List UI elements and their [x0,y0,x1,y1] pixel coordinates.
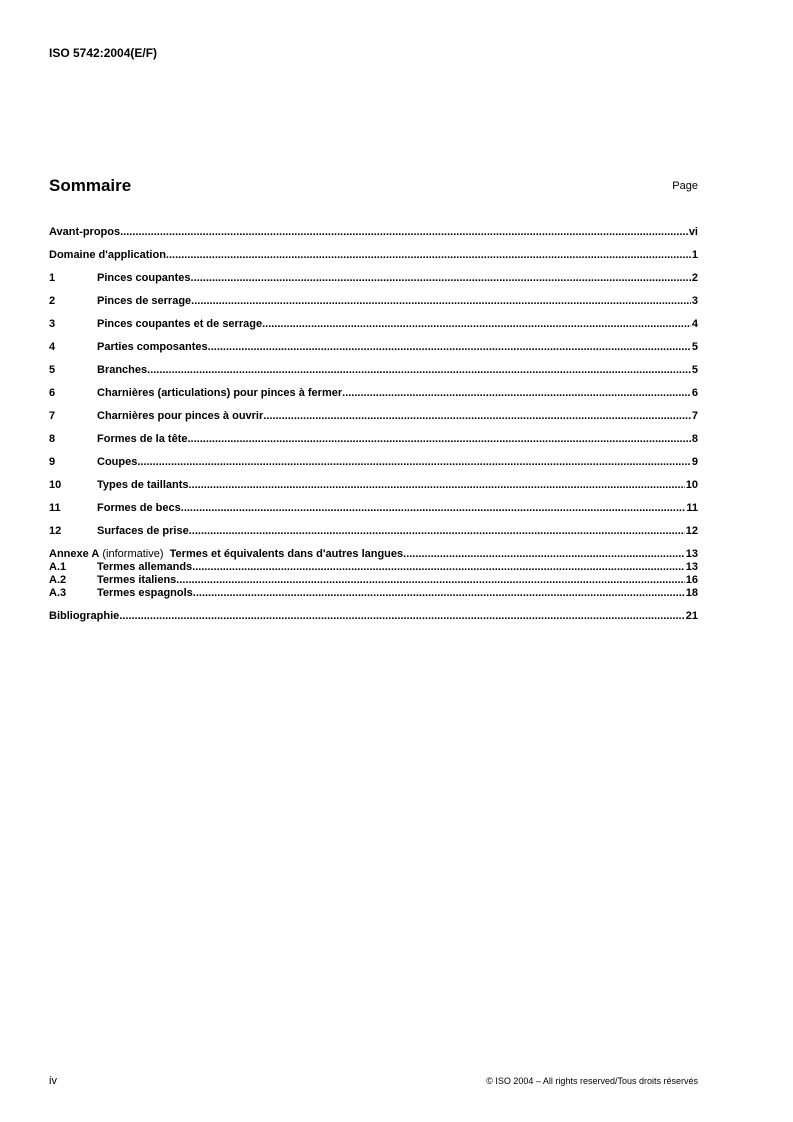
toc-entry-label: Domaine d'application [49,249,166,261]
table-of-contents [49,226,698,623]
toc-entry-label: Types de taillants [97,479,189,491]
toc-entry-number: A.2 [49,574,67,586]
toc-entry-page: 11 [686,502,698,514]
toc-entry-1[interactable] [49,272,698,285]
toc-entry-page: 8 [691,433,698,445]
toc-entry-number: 1 [49,272,56,284]
toc-entry-label: Avant-propos [49,226,121,238]
toc-entry-foreword[interactable] [49,226,698,239]
toc-entry-label: Charnières (articulations) pour pinces à fermer [97,387,343,399]
toc-entry-label: Termes espagnols [97,587,193,599]
toc-entry-number: 5 [49,364,56,376]
document-code: ISO 5742:2004(E/F) [49,46,158,60]
toc-entry-9[interactable] [49,456,698,469]
toc-entry-number: 6 [49,387,56,399]
toc-entry-label: Termes allemands [97,561,193,573]
toc-entry-3[interactable] [49,318,698,331]
dot-leader [187,433,690,446]
dot-leader [147,364,691,377]
dot-leader [120,226,688,239]
dot-leader [137,456,691,469]
toc-entry-page: 1 [691,249,698,261]
toc-entry-label: Formes de becs [97,502,181,514]
toc-entry-page: 13 [685,548,698,560]
toc-entry-page: vi [688,226,698,238]
toc-entry-page: 21 [685,610,698,622]
dot-leader [342,387,691,400]
toc-entry-number: 3 [49,318,56,330]
toc-entry-a1[interactable] [49,561,698,574]
dot-leader [166,249,691,262]
toc-entry-page: 18 [685,587,698,599]
toc-entry-label: Formes de la tête [97,433,188,445]
toc-entry-label: Parties composantes [97,341,208,353]
toc-entry-label: Bibliographie [49,610,120,622]
toc-annex-label [49,548,403,561]
toc-entry-label: Pinces coupantes et de serrage [97,318,263,330]
toc-entry-page: 2 [691,272,698,284]
dot-leader [119,610,684,623]
toc-entry-annex-a[interactable] [49,548,698,561]
dot-leader [192,561,685,574]
toc-entry-12[interactable] [49,525,698,538]
toc-entry-page: 13 [685,561,698,573]
toc-entry-number: 9 [49,456,56,468]
toc-entry-number: 7 [49,410,56,422]
toc-entry-7[interactable] [49,410,698,423]
toc-entry-number: A.3 [49,587,67,599]
toc-entry-label: Coupes [97,456,138,468]
toc-entry-8[interactable] [49,433,698,446]
toc-entry-number: 8 [49,433,56,445]
dot-leader [191,272,691,285]
toc-entry-5[interactable] [49,364,698,377]
toc-entry-page: 3 [691,295,698,307]
toc-entry-number: A.1 [49,561,67,573]
toc-entry-6[interactable] [49,387,698,400]
toc-entry-number: 2 [49,295,56,307]
toc-entry-bibliography[interactable] [49,610,698,623]
toc-title: Sommaire [49,176,132,195]
dot-leader [176,574,684,587]
toc-entry-a2[interactable] [49,574,698,587]
toc-entry-page: 5 [691,364,698,376]
toc-entry-page: 16 [685,574,698,586]
toc-entry-page: 5 [691,341,698,353]
page-number: iv [49,1075,57,1087]
toc-entry-page: 12 [685,525,698,537]
dot-leader [263,410,691,423]
dot-leader [262,318,691,331]
toc-entry-scope[interactable] [49,249,698,262]
toc-entry-label: Branches [97,364,148,376]
toc-entry-page: 10 [685,479,698,491]
toc-entry-page: 4 [691,318,698,330]
toc-entry-page: 6 [691,387,698,399]
toc-entry-number: 11 [49,502,61,514]
dot-leader [189,525,685,538]
toc-entry-label: Surfaces de prise [97,525,189,537]
toc-entry-4[interactable] [49,341,698,354]
dot-leader [193,587,685,600]
toc-entry-label: Termes italiens [97,574,177,586]
toc-entry-number: 4 [49,341,56,353]
annex-title: Termes et équivalents dans d'autres langues [169,548,404,560]
toc-entry-11[interactable] [49,502,698,515]
annex-prefix: Annexe A [49,548,100,560]
dot-leader [208,341,691,354]
annex-kind: (informative) [102,548,164,560]
toc-entry-10[interactable] [49,479,698,492]
dot-leader [403,548,685,561]
dot-leader [181,502,686,515]
toc-entry-number: 12 [49,525,62,537]
toc-entry-a3[interactable] [49,587,698,600]
toc-entry-page: 7 [691,410,698,422]
dot-leader [189,479,685,492]
toc-entry-page: 9 [691,456,698,468]
toc-entry-number: 10 [49,479,62,491]
toc-entry-label: Charnières pour pinces à ouvrir [97,410,264,422]
dot-leader [191,295,691,308]
toc-entry-label: Pinces coupantes [97,272,191,284]
copyright-notice: © ISO 2004 – All rights reserved/Tous droits réservés [486,1076,698,1086]
toc-entry-2[interactable] [49,295,698,308]
toc-entry-label: Pinces de serrage [97,295,192,307]
page-column-label: Page [672,180,698,192]
